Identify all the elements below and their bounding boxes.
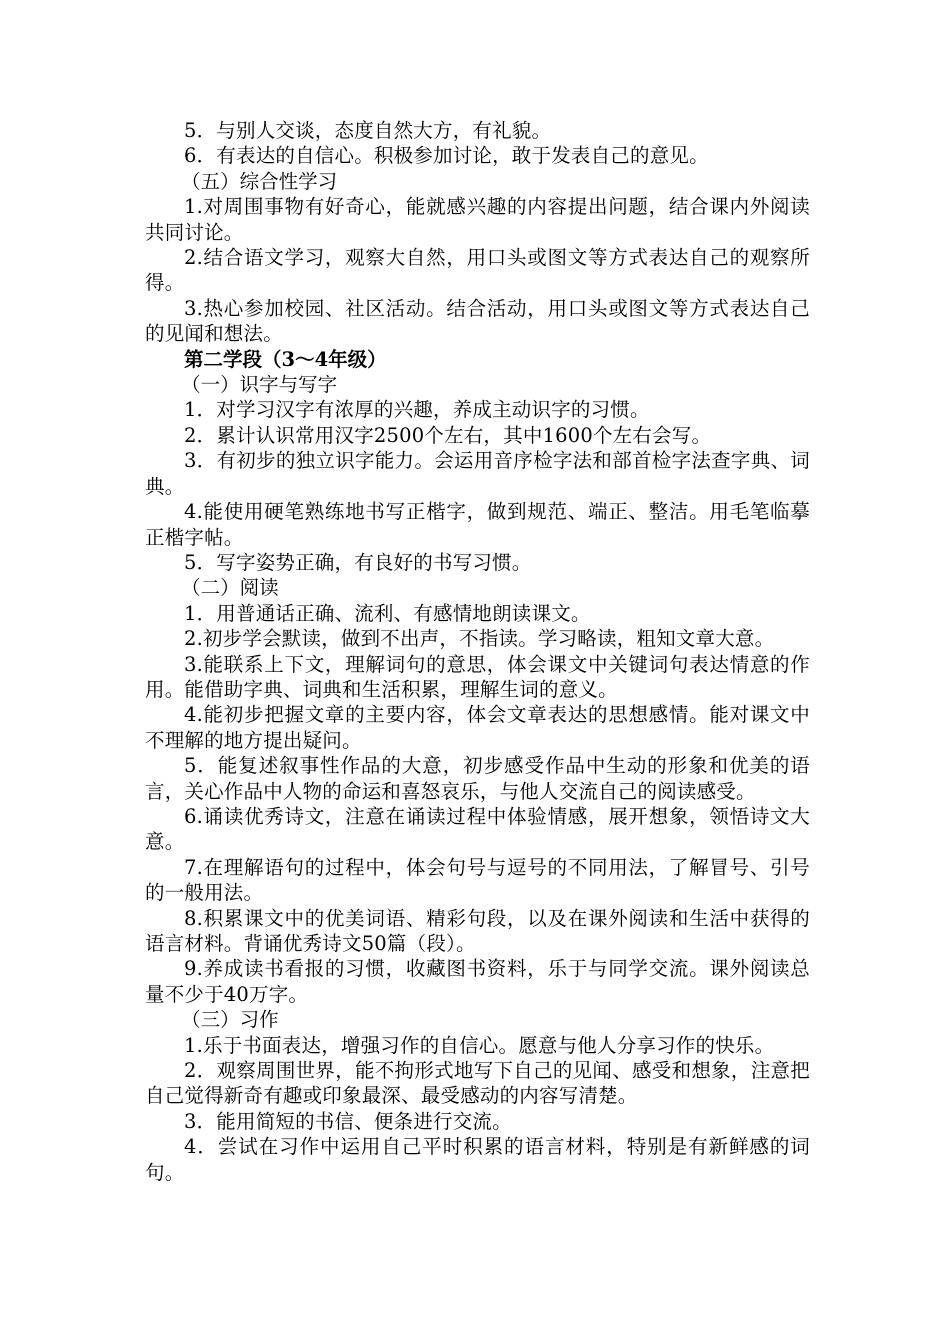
paragraph: 2．观察周围世界，能不拘形式地写下自己的见闻、感受和想象，注意把自己觉得新奇有趣或印象最深、最受感动的内容写清楚。 [145,1059,810,1108]
paragraph: 6.诵读优秀诗文，注意在诵读过程中体验情感，展开想象，领悟诗文大意。 [145,804,810,854]
section-title: （三）习作 [181,1008,279,1032]
paragraph: 3．有初步的独立识字能力。会运用音序检字法和部首检字法查字典、词典。 [145,449,810,498]
paragraph: 1．对学习汉字有浓厚的兴趣，养成主动识字的习惯。 [184,398,650,422]
paragraph: 2.初步学会默读，做到不出声，不指读。学习略读，粗知文章大意。 [184,627,775,651]
paragraph: 6．有表达的自信心。积极参加讨论，敢于发表自己的意见。 [184,144,709,168]
paragraph: 1．用普通话正确、流利、有感情地朗读课文。 [184,601,591,625]
section-title: （二）阅读 [181,576,279,600]
section-title: （一）识字与写字 [181,373,338,397]
document-body [145,118,810,1185]
paragraph: 3.热心参加校园、社区活动。结合活动，用口头或图文等方式表达自己的见闻和想法。 [145,296,810,346]
paragraph: 8.积累课文中的优美词语、精彩句段，以及在课外阅读和生活中获得的语言材料。背诵优秀诗文50篇（段）。 [145,906,810,955]
paragraph: 2.结合语文学习，观察大自然，用口头或图文等方式表达自己的观察所得。 [145,246,810,295]
paragraph: 2．累计认识常用汉字2500个左右，其中1600个左右会写。 [184,423,712,447]
paragraph: 7.在理解语句的过程中，体会句号与逗号的不同用法，了解冒号、引号的一般用法。 [145,855,810,905]
section-title: （五）综合性学习 [181,169,338,193]
paragraph: 9.养成读书看报的习惯，收藏图书资料，乐于与同学交流。课外阅读总量不少于40万字。 [145,957,810,1006]
stage-heading: 第二学段（3～4年级） [184,347,387,371]
paragraph: 4.能初步把握文章的主要内容，体会文章表达的思想感情。能对课文中不理解的地方提出疑问。 [145,703,810,752]
paragraph: 5．写字姿势正确，有良好的书写习惯。 [184,550,532,574]
paragraph: 4．尝试在习作中运用自己平时积累的语言材料，特别是有新鲜感的词句。 [145,1135,810,1184]
paragraph: 4.能使用硬笔熟练地书写正楷字，做到规范、端正、整洁。用毛笔临摹正楷字帖。 [145,500,810,549]
paragraph: 3．能用简短的书信、便条进行交流。 [184,1109,512,1133]
paragraph: 5．能复述叙事性作品的大意，初步感受作品中生动的形象和优美的语言，关心作品中人物的命运和喜怒哀乐，与他人交流自己的阅读感受。 [145,754,810,803]
paragraph: 3.能联系上下文，理解词句的意思，体会课文中关键词句表达情意的作用。能借助字典、词典和生活积累，理解生词的意义。 [145,652,810,701]
paragraph: 1.乐于书面表达，增强习作的自信心。愿意与他人分享习作的快乐。 [184,1033,775,1057]
paragraph: 1.对周围事物有好奇心，能就感兴趣的内容提出问题，结合课内外阅读共同讨论。 [145,195,810,244]
paragraph: 5．与别人交谈，态度自然大方，有礼貌。 [184,119,552,142]
